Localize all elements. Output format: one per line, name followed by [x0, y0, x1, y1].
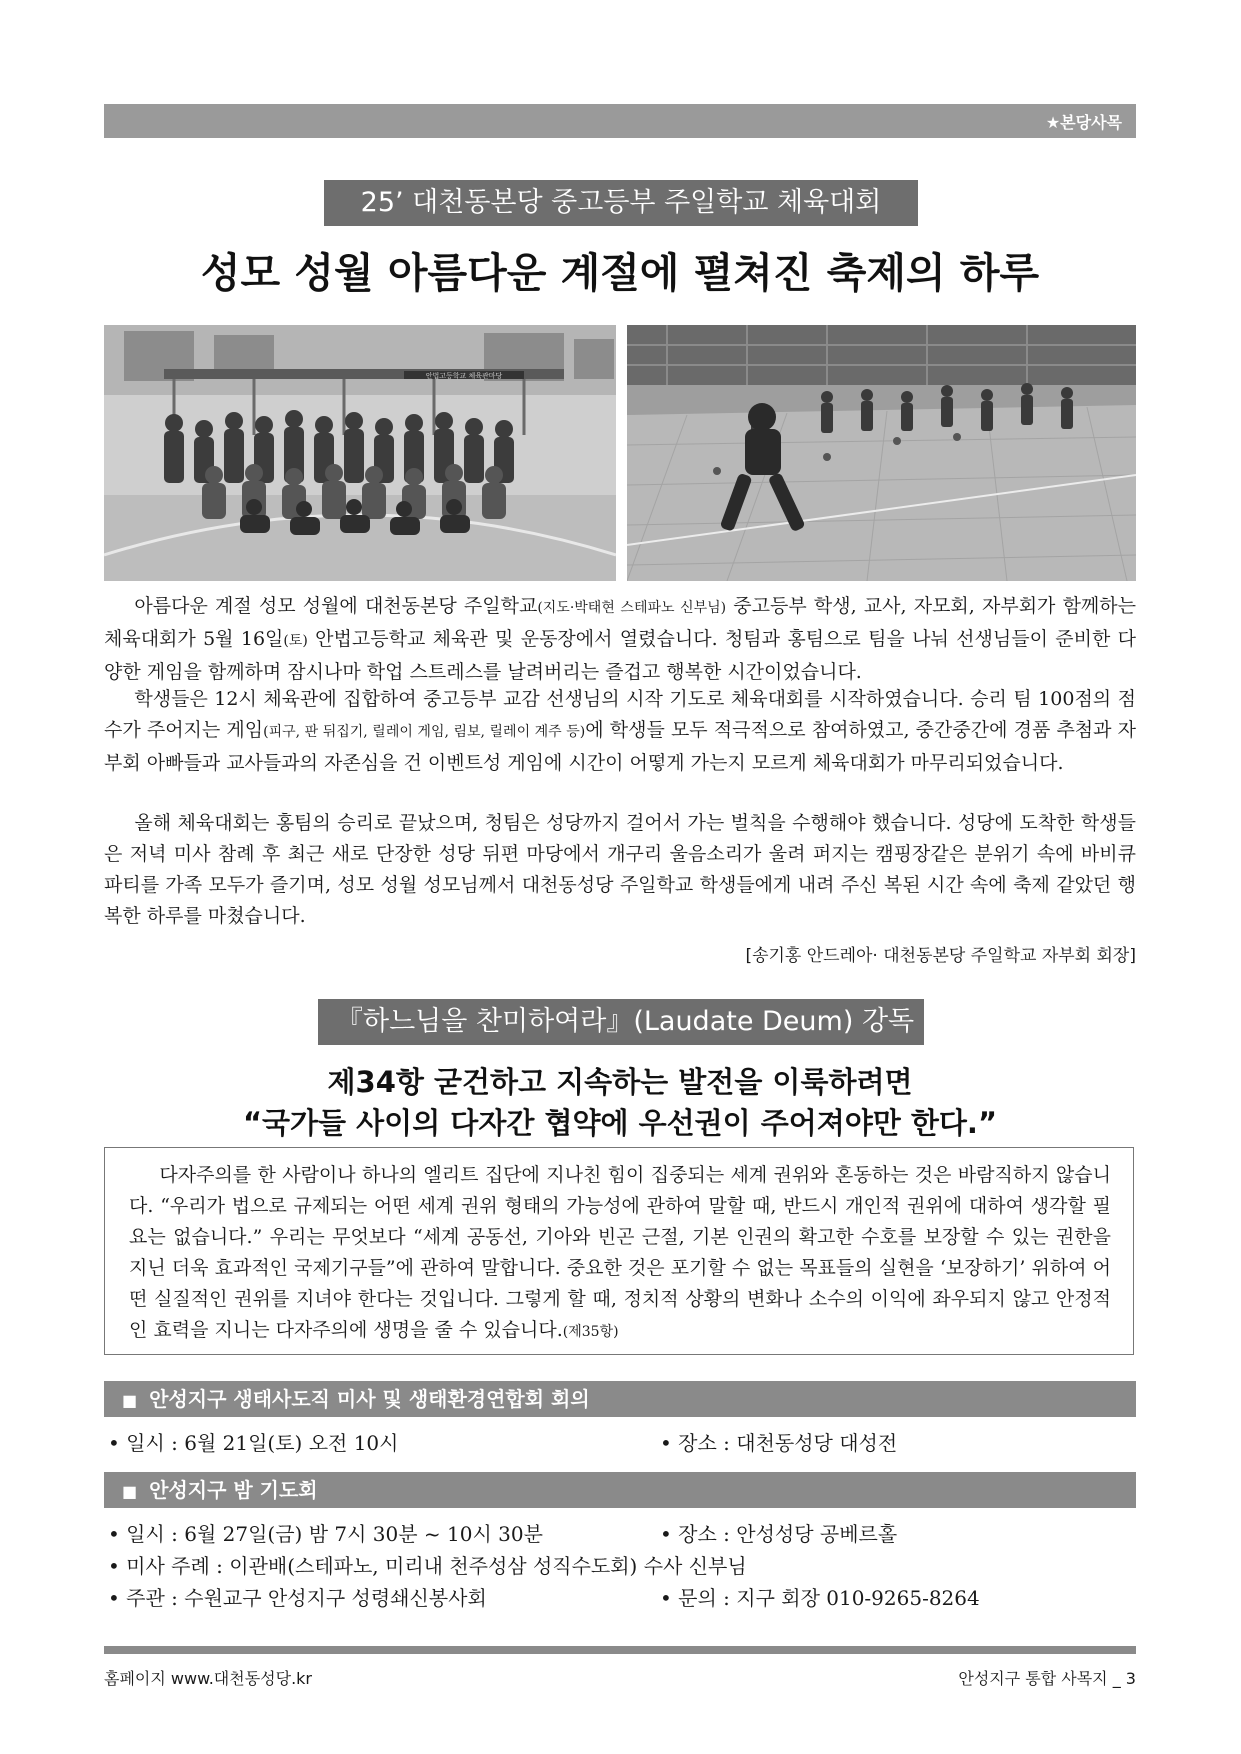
notice1-title: 안성지구 생태사도직 미사 및 생태환경연합회 회의 [149, 1387, 590, 1411]
footer-bar [104, 1646, 1136, 1654]
article1-kicker: 25’ 대천동본당 중고등부 주일학교 체육대회 [324, 180, 918, 226]
footer-page-label: 안성지구 통합 사목지 _ 3 [958, 1669, 1136, 1688]
notice2-title-bar [104, 1472, 1136, 1508]
gym-photo [627, 325, 1136, 581]
article1-paragraph-2: 학생들은 12시 체육관에 집합하여 중고등부 교감 선생님의 시작 기도로 체육대회를 시작하였습니다. 승리 팀 100점의 점수가 주어지는 게임(피구, 판 뒤집기, 릴레이 게임, 림보, 릴레이 계주 등)에 학생들 모두 적극적으로 참여하였고, 중간중간에 경품 추첨과 자부회 아빠들과 교사들과의 자존심을 건 이벤트성 게임에 시간이 어떻게 가는지 모르게 체육대회가 마무리되었습니다. [104, 688, 1136, 774]
notice1-title-bar [104, 1381, 1136, 1417]
article1-byline: [송기홍 안드레아· 대천동본당 주일학교 자부회 회장] [745, 946, 1136, 966]
notice2-celebrant: • 미사 주례 : 이관배(스테파노, 미리내 천주성삼 성직수도회) 수사 신부님 [108, 1554, 747, 1578]
square-bullet-icon: ■ [122, 1391, 138, 1410]
gym-photo-image [627, 325, 1136, 581]
notice1-place: • 장소 : 대천동성당 대성전 [660, 1431, 898, 1455]
notice2-title: 안성지구 밤 기도회 [149, 1478, 318, 1502]
notice2-place: • 장소 : 안성성당 공베르홀 [660, 1522, 898, 1546]
footer-homepage: 홈페이지 www.대천동성당.kr [104, 1669, 312, 1688]
games-note: (피구, 판 뒤집기, 릴레이 게임, 림보, 릴레이 계주 등) [263, 724, 586, 740]
notice1-date: • 일시 : 6월 21일(토) 오전 10시 [108, 1431, 399, 1455]
photo-banner-text: 안법고등학교 체육관마당 [425, 372, 503, 380]
weekday-note: (토) [283, 633, 308, 649]
article1-paragraph-1: 아름다운 계절 성모 성월에 대천동본당 주일학교(지도·박태현 스테파노 신부님) 중고등부 학생, 교사, 자모회, 자부회가 함께하는 체육대회가 5월 16일(토) 안법고등학교 체육관 및 운동장에서 열렸습니다. 청팀과 홍팀으로 팀을 나눠 선생님들이 준비한 다양한 게임을 함께하며 잠시나마 학업 스트레스를 날려버리는 즐겁고 행복한 시간이었습니다. [104, 595, 1136, 683]
article2-headline-line2: “국가들 사이의 다자간 협약에 우선권이 주어져야만 한다.” [242, 1106, 998, 1140]
quote-reference: (제35항) [562, 1324, 619, 1340]
group-photo [104, 325, 616, 581]
quote-box [104, 1147, 1134, 1355]
notice2-contact: • 문의 : 지구 회장 010-9265-8264 [660, 1586, 980, 1610]
quote-text: 다자주의를 한 사람이나 하나의 엘리트 집단에 지나친 힘이 집중되는 세계 권위와 혼동하는 것은 바람직하지 않습니다. “우리가 법으로 규제되는 어떤 세계 권위 형태의 가능성에 관하여 말할 때, 반드시 개인적 권위에 대하여 생각할 필요는 없습니다.” 우리는 무엇보다 “세계 공동선, 기아와 빈곤 근절, 기본 인권의 확고한 수호를 보장할 수 있는 권한을 지닌 더욱 효과적인 국제기구들”에 관하여 말합니다. 중요한 것은 포기할 수 없는 목표들의 실현을 ‘보장하기’ 위하여 어떤 실질적인 권위를 지녀야 한다는 것입니다. 그렇게 할 때, 정치적 상황의 변화나 소수의 이익에 좌우되지 않고 안정적인 효력을 지니는 다자주의에 생명을 줄 수 있습니다.(제35항) [129, 1164, 1111, 1341]
group-photo-image [104, 325, 616, 581]
square-bullet-icon: ■ [122, 1482, 138, 1501]
article1-paragraph-3: 올해 체육대회는 홍팀의 승리로 끝났으며, 청팀은 성당까지 걸어서 가는 벌칙을 수행해야 했습니다. 성당에 도착한 학생들은 저녁 미사 참례 후 최근 새로 단장한 성당 뒤편 마당에서 개구리 울음소리가 울려 퍼지는 캠핑장같은 분위기 속에 바비큐 파티를 가족 모두가 즐기며, 성모 성월 성모님께서 대천동성당 주일학교 학생들에게 내려 주신 복된 시간 속에 축제 같았던 행복한 하루를 마쳤습니다. [104, 812, 1136, 927]
notice2-date: • 일시 : 6월 27일(금) 밤 7시 30분 ~ 10시 30분 [108, 1522, 543, 1546]
section-tag: ★본당사목 [1045, 113, 1122, 132]
notice2-host: • 주관 : 수원교구 안성지구 성령쇄신봉사회 [108, 1586, 487, 1610]
article2-headline-line1: 제34항 굳건하고 지속하는 발전을 이룩하려면 [327, 1065, 913, 1099]
article1-headline: 성모 성월 아름다운 계절에 펼쳐진 축제의 하루 [200, 249, 1040, 297]
director-note: (지도·박태현 스테파노 신부님) [537, 600, 727, 616]
article2-kicker: 『하느님을 찬미하여라』(Laudate Deum) 강독 [318, 999, 924, 1045]
section-header-bar [104, 104, 1136, 138]
